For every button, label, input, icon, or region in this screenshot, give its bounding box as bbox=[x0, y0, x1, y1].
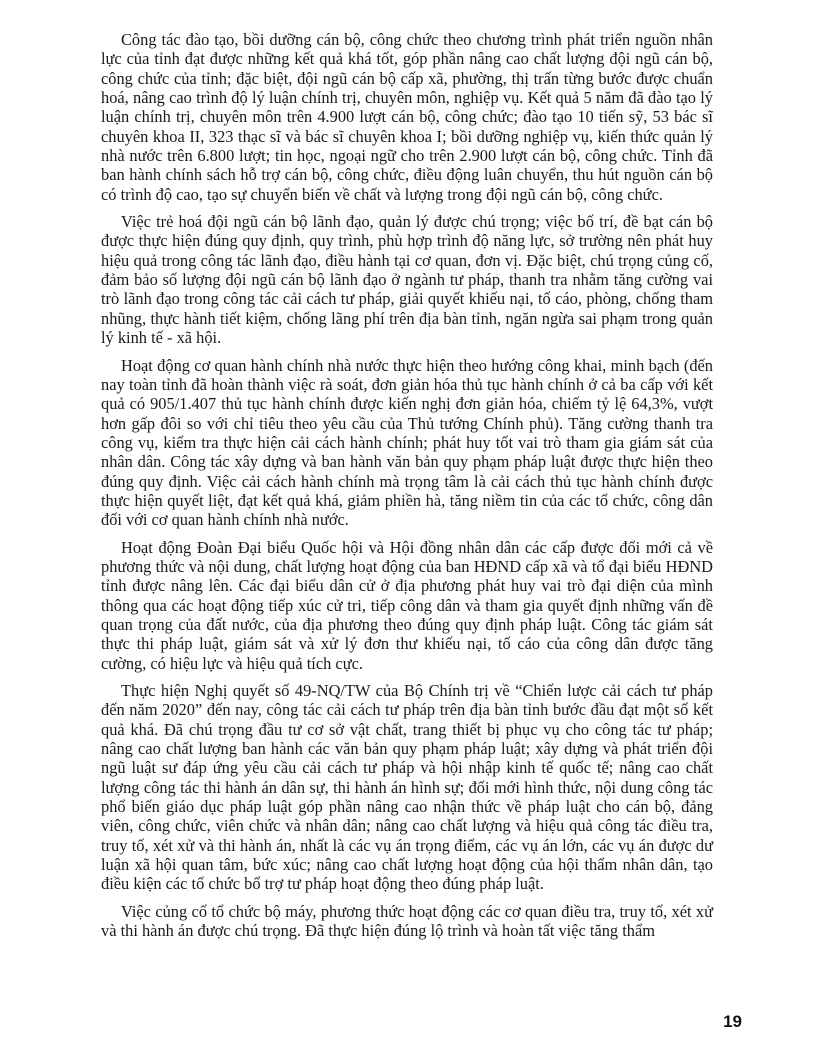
paragraph-organization: Việc củng cố tổ chức bộ máy, phương thức hoạt động các cơ quan điều tra, truy tố, xét xử và thi hành án được chú trọng. Đã thực hiện đúng lộ trình và hoàn tất việc tăng thẩm bbox=[101, 901, 713, 941]
page-number: 19 bbox=[723, 1012, 742, 1031]
document-page bbox=[101, 30, 713, 948]
paragraph-training: Công tác đào tạo, bồi dưỡng cán bộ, công chức theo chương trình phát triển nguồn nhân lực của tỉnh đạt được những kết quả khá tốt, góp phần nâng cao chất lượng đội ngũ cán bộ, công chức của tỉnh; đặc biệt, đội ngũ cán bộ cấp xã, phường, thị trấn từng bước được chuẩn hoá, nâng cao trình độ lý luận chính trị, chuyên môn, nghiệp vụ. Kết quả 5 năm đã đào tạo lý luận chính trị, chuyên môn trên 4.900 lượt cán bộ, công chức; đào tạo 10 tiến sỹ, 53 bác sĩ chuyên khoa II, 323 thạc sĩ và bác sĩ chuyên khoa I; bồi dưỡng nghiệp vụ, kiến thức quản lý nhà nước trên 6.800 lượt; tin học, ngoại ngữ cho trên 2.900 lượt cán bộ, công chức. Tỉnh đã ban hành chính sách hỗ trợ cán bộ, công chức, điều động luân chuyển, thu hút nguồn cán bộ có trình độ cao, tạo sự chuyển biến về chất và lượng trong đội ngũ cán bộ, công chức. bbox=[101, 30, 713, 204]
paragraph-judicial-reform: Thực hiện Nghị quyết số 49-NQ/TW của Bộ Chính trị về “Chiến lược cải cách tư pháp đến năm 2020” đến nay, công tác cải cách tư pháp trên địa bàn tỉnh bước đầu đạt một số kết quả khá. Đã chú trọng đầu tư cơ sở vật chất, trang thiết bị phục vụ cho công tác tư pháp; nâng cao chất lượng ban hành các văn bản quy phạm pháp luật; xây dựng và phát triển đội ngũ luật sư đáp ứng yêu cầu cải cách tư pháp và hội nhập kinh tế quốc tế; nâng cao chất lượng công tác thi hành án dân sự, thi hành án hình sự; đổi mới hình thức, nội dung công tác phổ biến giáo dục pháp luật góp phần nâng cao nhận thức về pháp luật cho cán bộ, đảng viên, công chức, viên chức và nhân dân; nâng cao chất lượng và hiệu quả công tác điều tra, truy tố, xét xử và thi hành án, nhất là các vụ án trọng điểm, các vụ án lớn, các vụ án được dư luận xã hội quan tâm, bức xúc; nâng cao chất lượng hoạt động của hội thẩm nhân dân, tạo điều kiện các tổ chức bổ trợ tư pháp hoạt động theo đúng pháp luật. bbox=[101, 681, 713, 894]
paragraph-national-assembly: Hoạt động Đoàn Đại biểu Quốc hội và Hội đồng nhân dân các cấp được đổi mới cả về phương thức và nội dung, chất lượng hoạt động của ban HĐND cấp xã và tổ đại biểu HĐND tỉnh được nâng lên. Các đại biểu dân cử ở địa phương phát huy vai trò đại diện của mình thông qua các hoạt động tiếp xúc cử tri, tiếp công dân và tham gia quyết định những vấn đề quan trọng của đất nước, của địa phương theo đúng quy định pháp luật. Công tác giám sát thực thi pháp luật, giám sát và xử lý đơn thư khiếu nại, tố cáo của công dân được tăng cường, có hiệu lực và hiệu quả tích cực. bbox=[101, 537, 713, 673]
paragraph-rejuvenation: Việc trẻ hoá đội ngũ cán bộ lãnh đạo, quản lý được chú trọng; việc bố trí, đề bạt cán bộ được thực hiện đúng quy định, quy trình, phù hợp trình độ năng lực, sở trường nên phát huy hiệu quả trong công tác lãnh đạo, điều hành tại cơ quan, đơn vị. Đặc biệt, chú trọng củng cố, đảm bảo số lượng đội ngũ cán bộ lãnh đạo ở ngành tư pháp, thanh tra nhằm tăng cường vai trò lãnh đạo trong công tác cải cách tư pháp, giải quyết khiếu nại, tố cáo, phòng, chống tham nhũng, thực hành tiết kiệm, chống lãng phí trên địa bàn tỉnh, ngăn ngừa sai phạm trong quản lý kinh tế - xã hội. bbox=[101, 212, 713, 348]
paragraph-administration: Hoạt động cơ quan hành chính nhà nước thực hiện theo hướng công khai, minh bạch (đến nay toàn tỉnh đã hoàn thành việc rà soát, đơn giản hóa thủ tục hành chính ở cả ba cấp với kết quả có 905/1.407 thủ tục hành chính được kiến nghị đơn giản hóa, chiếm tỷ lệ 64,3%, vượt hơn gấp đôi so với chỉ tiêu theo yêu cầu của Thủ tướng Chính phủ). Tăng cường thanh tra công vụ, kiểm tra thực hiện cải cách hành chính; phát huy tốt vai trò tham gia giám sát của nhân dân. Công tác xây dựng và ban hành văn bản quy phạm pháp luật được thực hiện theo đúng quy định. Việc cải cách hành chính mà trọng tâm là cải cách thủ tục hành chính được thực hiện quyết liệt, đạt kết quả khá, giảm phiền hà, tăng niềm tin của các tổ chức, công dân đối với cơ quan hành chính nhà nước. bbox=[101, 355, 713, 530]
